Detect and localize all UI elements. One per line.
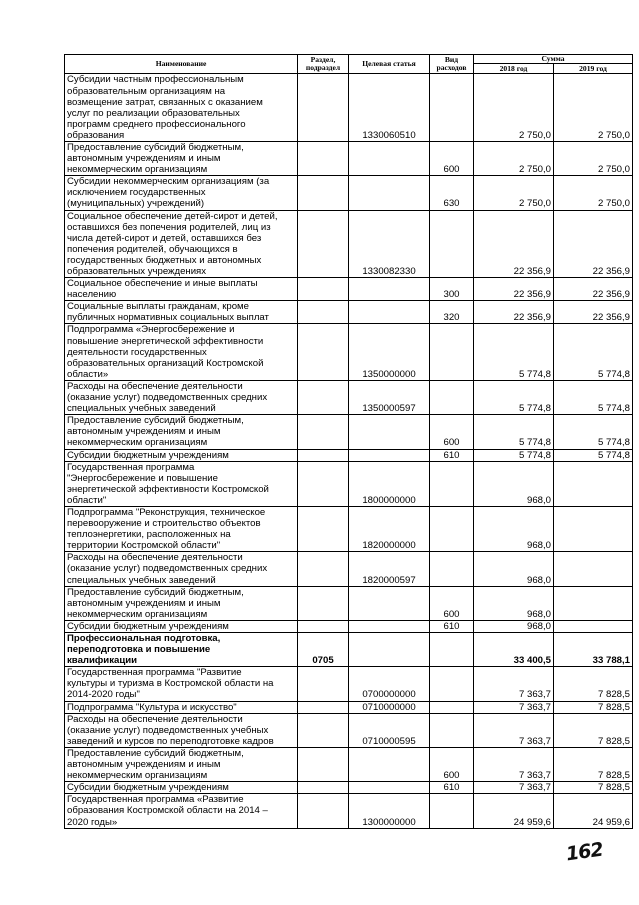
row-section xyxy=(298,415,349,449)
table-row xyxy=(65,794,633,828)
row-value-2019: 24 959,6 xyxy=(554,794,633,828)
table-row xyxy=(65,380,633,414)
row-type: 600 xyxy=(430,747,474,781)
row-type xyxy=(430,713,474,747)
table-row xyxy=(65,620,633,632)
row-target xyxy=(349,620,430,632)
header-section: Раздел, подраздел xyxy=(298,55,349,74)
row-name: Субсидии частным профессиональным образовательным организациям на возмещение затрат, связанных с оказанием услуг по реализации образовательных программ среднего профессионального образования xyxy=(65,74,298,142)
table-row xyxy=(65,782,633,794)
row-section xyxy=(298,506,349,551)
row-value-2018: 7 363,7 xyxy=(474,747,554,781)
row-section xyxy=(298,701,349,713)
table-row xyxy=(65,506,633,551)
row-target xyxy=(349,747,430,781)
row-target xyxy=(349,633,430,667)
table-row xyxy=(65,667,633,701)
row-value-2018: 968,0 xyxy=(474,552,554,586)
row-value-2018: 5 774,8 xyxy=(474,449,554,461)
row-type: 610 xyxy=(430,620,474,632)
row-type xyxy=(430,701,474,713)
row-name: Подпрограмма "Реконструкция, техническое перевооружение и строительство объектов теплоэнергетики, расположенных на территории Костромской области" xyxy=(65,506,298,551)
row-name: Предоставление субсидий бюджетным, автономным учреждениям и иным некоммерческим организациям xyxy=(65,415,298,449)
row-value-2019: 2 750,0 xyxy=(554,74,633,142)
row-section xyxy=(298,620,349,632)
row-value-2018: 968,0 xyxy=(474,620,554,632)
row-section xyxy=(298,74,349,142)
row-section xyxy=(298,176,349,210)
row-section xyxy=(298,782,349,794)
row-value-2019: 22 356,9 xyxy=(554,210,633,278)
row-type: 600 xyxy=(430,141,474,175)
table-row xyxy=(65,74,633,142)
row-name: Подпрограмма «Энергосбережение и повышение энергетической эффективности деятельности государственных образовательных организаций Костромской области» xyxy=(65,324,298,380)
row-name: Субсидии бюджетным учреждениям xyxy=(65,449,298,461)
row-target xyxy=(349,449,430,461)
row-value-2019: 7 828,5 xyxy=(554,747,633,781)
row-name: Профессиональная подготовка, переподготовка и повышение квалификации xyxy=(65,633,298,667)
row-value-2019: 7 828,5 xyxy=(554,713,633,747)
table-row xyxy=(65,586,633,620)
row-section xyxy=(298,794,349,828)
row-name: Государственная программа "Энергосбережение и повышение энергетической эффективности Костромской области" xyxy=(65,461,298,506)
row-section xyxy=(298,586,349,620)
row-value-2018: 5 774,8 xyxy=(474,324,554,380)
row-value-2018: 22 356,9 xyxy=(474,278,554,301)
row-name: Социальные выплаты гражданам, кроме публичных нормативных социальных выплат xyxy=(65,301,298,324)
row-value-2019 xyxy=(554,552,633,586)
row-target: 1820000597 xyxy=(349,552,430,586)
row-value-2019: 2 750,0 xyxy=(554,176,633,210)
table-row xyxy=(65,210,633,278)
table-row xyxy=(65,176,633,210)
row-name: Субсидии некоммерческим организациям (за исключением государственных (муниципальных) учреждений) xyxy=(65,176,298,210)
row-value-2019 xyxy=(554,620,633,632)
row-name: Социальное обеспечение и иные выплаты населению xyxy=(65,278,298,301)
row-section xyxy=(298,324,349,380)
row-section xyxy=(298,461,349,506)
row-name: Субсидии бюджетным учреждениям xyxy=(65,782,298,794)
table-row xyxy=(65,278,633,301)
row-value-2019: 7 828,5 xyxy=(554,782,633,794)
table-row xyxy=(65,713,633,747)
row-type xyxy=(430,667,474,701)
row-section xyxy=(298,552,349,586)
row-target xyxy=(349,782,430,794)
row-section xyxy=(298,278,349,301)
row-type xyxy=(430,210,474,278)
row-value-2019: 5 774,8 xyxy=(554,415,633,449)
row-value-2018: 7 363,7 xyxy=(474,667,554,701)
row-target xyxy=(349,301,430,324)
row-target: 1350000000 xyxy=(349,324,430,380)
row-value-2018: 33 400,5 xyxy=(474,633,554,667)
row-name: Предоставление субсидий бюджетным, автономным учреждениям и иным некоммерческим организациям xyxy=(65,141,298,175)
row-name: Государственная программа «Развитие образования Костромской области на 2014 – 2020 годы» xyxy=(65,794,298,828)
row-value-2019: 22 356,9 xyxy=(554,301,633,324)
row-value-2019: 7 828,5 xyxy=(554,667,633,701)
row-target: 1800000000 xyxy=(349,461,430,506)
row-value-2019: 2 750,0 xyxy=(554,141,633,175)
row-section xyxy=(298,141,349,175)
row-type: 300 xyxy=(430,278,474,301)
header-target: Целевая статья xyxy=(349,55,430,74)
row-target: 0700000000 xyxy=(349,667,430,701)
row-name: Расходы на обеспечение деятельности (оказание услуг) подведомственных учебных заведений и курсов по переподготовке кадров xyxy=(65,713,298,747)
row-target: 1330082330 xyxy=(349,210,430,278)
row-value-2018: 22 356,9 xyxy=(474,301,554,324)
row-name: Субсидии бюджетным учреждениям xyxy=(65,620,298,632)
header-name: Наименование xyxy=(65,55,298,74)
row-type xyxy=(430,74,474,142)
header-year-2018: 2018 год xyxy=(474,64,554,74)
table-row xyxy=(65,747,633,781)
row-value-2019: 5 774,8 xyxy=(554,449,633,461)
row-type xyxy=(430,461,474,506)
row-type: 600 xyxy=(430,586,474,620)
row-value-2018: 968,0 xyxy=(474,586,554,620)
row-target xyxy=(349,278,430,301)
row-value-2018: 7 363,7 xyxy=(474,713,554,747)
row-type xyxy=(430,633,474,667)
row-type: 320 xyxy=(430,301,474,324)
table-row xyxy=(65,633,633,667)
row-name: Государственная программа "Развитие культуры и туризма в Костромской области на 2014-2020 годы" xyxy=(65,667,298,701)
row-section xyxy=(298,667,349,701)
row-target: 0710000000 xyxy=(349,701,430,713)
table-row xyxy=(65,415,633,449)
row-type: 600 xyxy=(430,415,474,449)
row-value-2018: 24 959,6 xyxy=(474,794,554,828)
row-target: 1350000597 xyxy=(349,380,430,414)
table-row xyxy=(65,324,633,380)
row-target xyxy=(349,415,430,449)
row-section xyxy=(298,380,349,414)
row-value-2018: 22 356,9 xyxy=(474,210,554,278)
row-value-2018: 968,0 xyxy=(474,461,554,506)
page-number: 162 xyxy=(564,838,605,866)
row-target xyxy=(349,586,430,620)
row-type xyxy=(430,552,474,586)
row-section xyxy=(298,301,349,324)
row-target: 0710000595 xyxy=(349,713,430,747)
row-name: Предоставление субсидий бюджетным, автономным учреждениям и иным некоммерческим организациям xyxy=(65,586,298,620)
row-value-2019: 7 828,5 xyxy=(554,701,633,713)
row-section xyxy=(298,713,349,747)
table-row xyxy=(65,552,633,586)
row-name: Расходы на обеспечение деятельности (оказание услуг) подведомственных средних специальных учебных заведений xyxy=(65,552,298,586)
table-body xyxy=(65,74,633,828)
row-value-2019: 22 356,9 xyxy=(554,278,633,301)
header-type: Вид расходов xyxy=(430,55,474,74)
row-name: Подпрограмма "Культура и искусство" xyxy=(65,701,298,713)
row-value-2019: 5 774,8 xyxy=(554,380,633,414)
row-value-2019: 5 774,8 xyxy=(554,324,633,380)
table-row xyxy=(65,141,633,175)
table-row xyxy=(65,701,633,713)
row-type: 630 xyxy=(430,176,474,210)
row-value-2019: 33 788,1 xyxy=(554,633,633,667)
table-row xyxy=(65,301,633,324)
table-row xyxy=(65,449,633,461)
row-value-2018: 2 750,0 xyxy=(474,141,554,175)
row-name: Социальное обеспечение детей-сирот и детей, оставшихся без попечения родителей, лиц из числа детей-сирот и детей, оставшихся без попечения родителей, обучающихся в государственных бюджетных и автономных образовательных учреждениях xyxy=(65,210,298,278)
table-row xyxy=(65,461,633,506)
row-section xyxy=(298,210,349,278)
row-value-2019 xyxy=(554,506,633,551)
row-type xyxy=(430,794,474,828)
header-sum: Сумма xyxy=(474,55,633,64)
row-section xyxy=(298,449,349,461)
row-value-2018: 7 363,7 xyxy=(474,782,554,794)
row-value-2019 xyxy=(554,586,633,620)
row-target: 1820000000 xyxy=(349,506,430,551)
row-type xyxy=(430,324,474,380)
row-value-2019 xyxy=(554,461,633,506)
row-target: 1300000000 xyxy=(349,794,430,828)
row-type xyxy=(430,506,474,551)
row-target xyxy=(349,141,430,175)
row-value-2018: 5 774,8 xyxy=(474,380,554,414)
row-type: 610 xyxy=(430,782,474,794)
row-section xyxy=(298,747,349,781)
row-name: Предоставление субсидий бюджетным, автономным учреждениям и иным некоммерческим организациям xyxy=(65,747,298,781)
row-value-2018: 5 774,8 xyxy=(474,415,554,449)
row-type xyxy=(430,380,474,414)
row-target xyxy=(349,176,430,210)
header-year-2019: 2019 год xyxy=(554,64,633,74)
row-type: 610 xyxy=(430,449,474,461)
budget-table xyxy=(64,54,633,829)
row-value-2018: 2 750,0 xyxy=(474,74,554,142)
row-value-2018: 968,0 xyxy=(474,506,554,551)
row-value-2018: 7 363,7 xyxy=(474,701,554,713)
row-target: 1330060510 xyxy=(349,74,430,142)
row-name: Расходы на обеспечение деятельности (оказание услуг) подведомственных средних специальных учебных заведений xyxy=(65,380,298,414)
row-section: 0705 xyxy=(298,633,349,667)
row-value-2018: 2 750,0 xyxy=(474,176,554,210)
